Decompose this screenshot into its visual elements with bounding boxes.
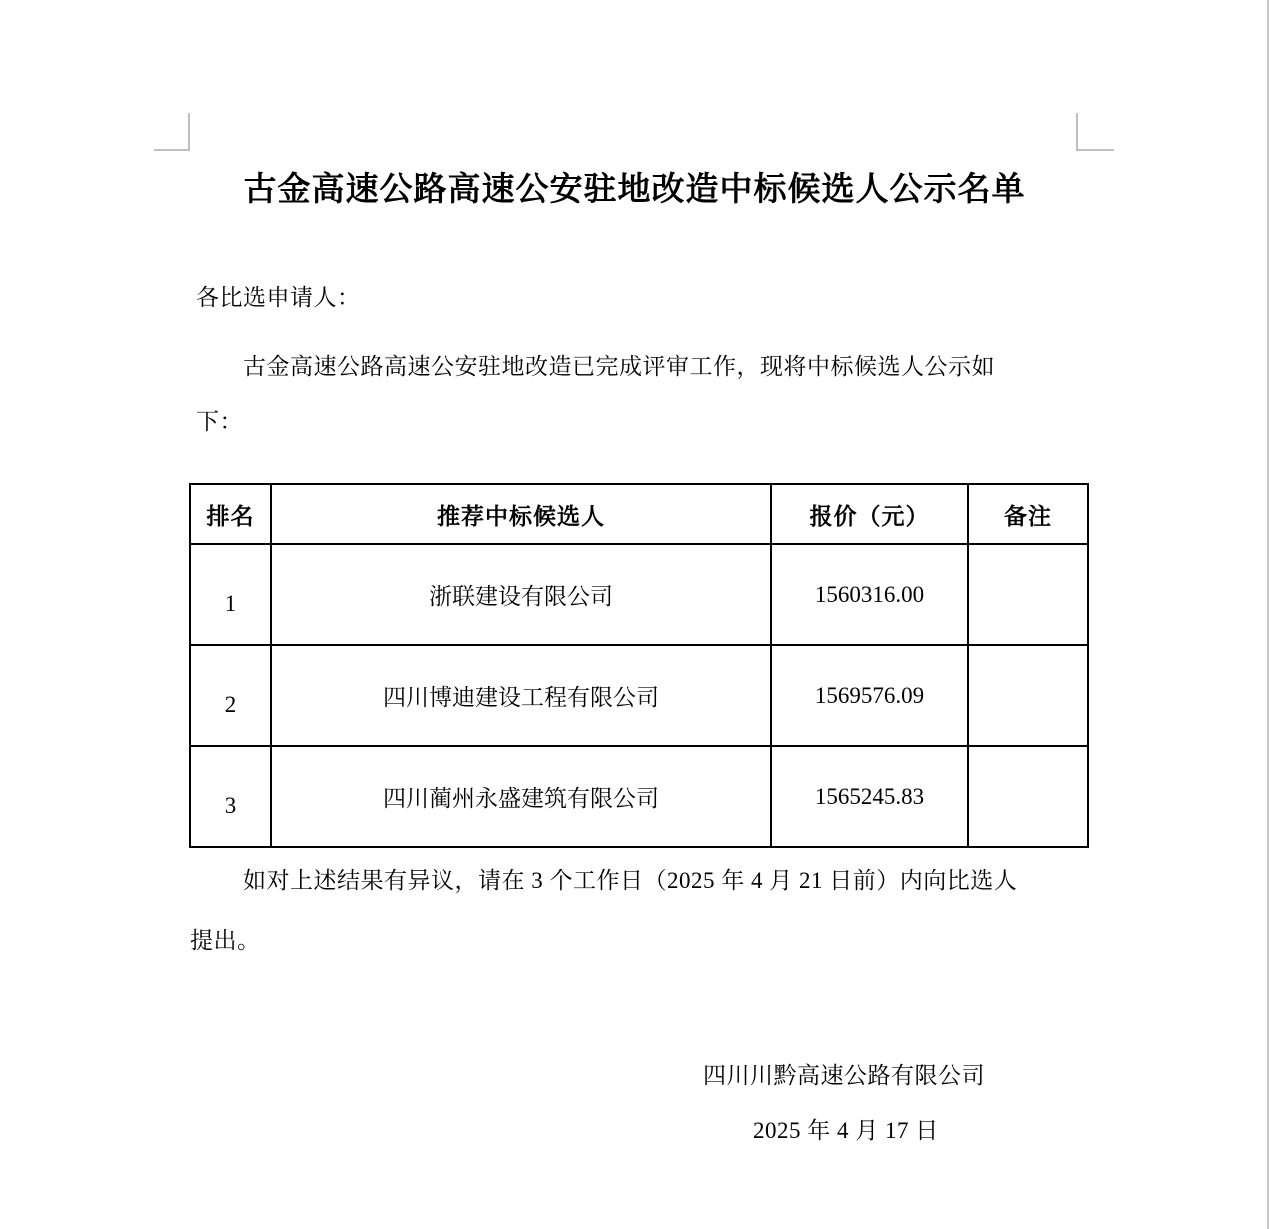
crop-mark-top-left-vertical — [188, 113, 190, 151]
cell-price: 1560316.00 — [771, 544, 968, 645]
cell-remark — [968, 645, 1088, 746]
header-candidate: 推荐中标候选人 — [271, 484, 771, 544]
intro-paragraph-line1: 古金高速公路高速公安驻地改造已完成评审工作，现将中标候选人公示如 — [243, 354, 995, 379]
bid-candidates-table — [189, 483, 1089, 848]
table-row — [190, 544, 1088, 645]
cell-remark — [968, 746, 1088, 847]
crop-mark-top-right-vertical — [1076, 113, 1078, 151]
header-price: 报价（元） — [771, 484, 968, 544]
objection-paragraph-line2: 提出。 — [190, 928, 261, 953]
cell-remark — [968, 544, 1088, 645]
cell-rank: 3 — [190, 746, 271, 847]
intro-paragraph-line2: 下： — [196, 409, 243, 434]
salutation-line: 各比选申请人： — [196, 285, 361, 310]
crop-mark-top-left-horizontal — [154, 149, 190, 151]
crop-mark-top-right-horizontal — [1078, 149, 1114, 151]
objection-paragraph-line1: 如对上述结果有异议，请在 3 个工作日（2025 年 4 月 21 日前）内向比选人 — [243, 868, 1018, 893]
signature-date: 2025 年 4 月 17 日 — [753, 1118, 939, 1143]
header-rank: 排名 — [190, 484, 271, 544]
cell-candidate: 浙联建设有限公司 — [271, 544, 771, 645]
table-row — [190, 746, 1088, 847]
cell-price: 1569576.09 — [771, 645, 968, 746]
table-header-row — [190, 484, 1088, 544]
signature-company: 四川川黔高速公路有限公司 — [703, 1063, 985, 1088]
cell-rank: 2 — [190, 645, 271, 746]
cell-candidate: 四川蔺州永盛建筑有限公司 — [271, 746, 771, 847]
document-title: 古金高速公路高速公安驻地改造中标候选人公示名单 — [243, 172, 1026, 208]
table-row — [190, 645, 1088, 746]
header-remark: 备注 — [968, 484, 1088, 544]
cell-candidate: 四川博迪建设工程有限公司 — [271, 645, 771, 746]
cell-price: 1565245.83 — [771, 746, 968, 847]
cell-rank: 1 — [190, 544, 271, 645]
